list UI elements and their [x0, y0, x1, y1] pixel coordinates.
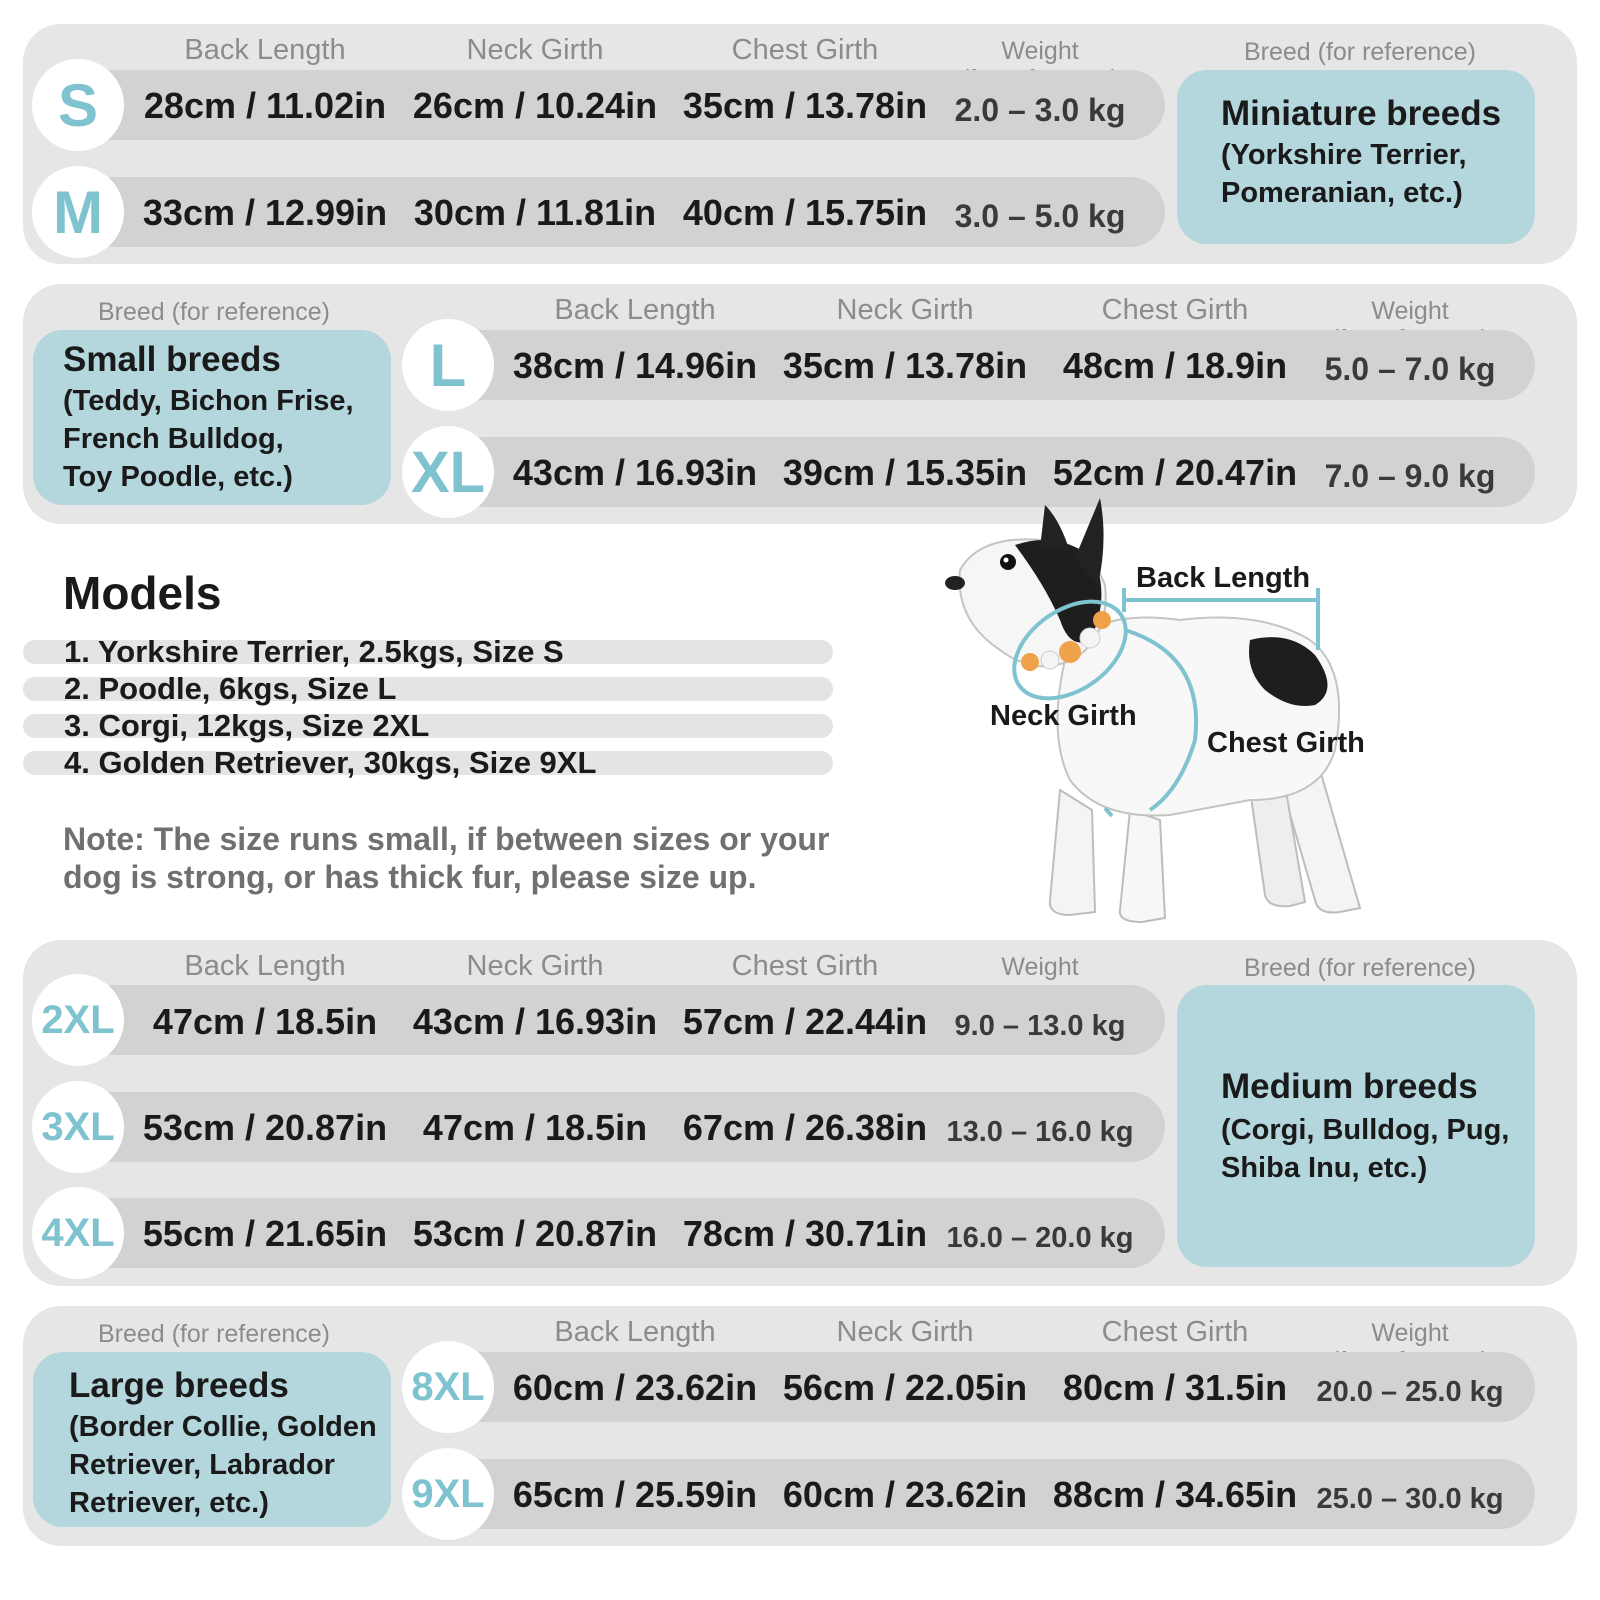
chest-girth-s: 35cm / 13.78in — [682, 85, 928, 126]
breed-detail: French Bulldog, — [63, 423, 284, 455]
breed-detail: (Yorkshire Terrier, — [1221, 139, 1467, 171]
model-item: 4. Golden Retriever, 30kgs, Size 9XL — [64, 745, 597, 780]
back-length-4xl: 55cm / 21.65in — [142, 1213, 388, 1254]
header-chest-girth: Chest Girth — [731, 950, 879, 982]
size-badge-3xl: 3XL — [32, 1081, 124, 1173]
models-title: Models — [63, 567, 222, 619]
header-breed: Breed (for reference) — [1243, 38, 1477, 66]
breed-detail: Retriever, etc.) — [69, 1487, 269, 1519]
breed-box-small — [33, 330, 391, 505]
size-note-line: Note: The size runs small, if between sizes or your — [63, 821, 830, 857]
neck-girth-s: 26cm / 10.24in — [412, 85, 658, 126]
breed-detail: (Border Collie, Golden — [69, 1411, 377, 1443]
header-weight: Weight — [1371, 297, 1449, 325]
chest-girth-l: 48cm / 18.9in — [1062, 345, 1288, 386]
breed-title: Large breeds — [69, 1366, 289, 1405]
chest-girth-9xl: 88cm / 34.65in — [1052, 1474, 1298, 1515]
header-breed: Breed (for reference) — [97, 1320, 331, 1348]
neck-girth-m: 30cm / 11.81in — [413, 192, 657, 233]
breed-detail: Toy Poodle, etc.) — [63, 461, 293, 493]
diagram-label-neck-girth: Neck Girth — [990, 700, 1137, 732]
chest-girth-3xl: 67cm / 26.38in — [682, 1107, 928, 1148]
weight-4xl: 16.0 – 20.0 kg — [946, 1222, 1134, 1254]
model-item: 3. Corgi, 12kgs, Size 2XL — [64, 708, 430, 743]
header-back-length: Back Length — [184, 34, 346, 66]
back-length-l: 38cm / 14.96in — [512, 345, 758, 386]
diagram-label-chest-girth: Chest Girth — [1207, 727, 1365, 759]
header-weight: Weight — [1001, 37, 1079, 65]
header-back-length: Back Length — [184, 950, 346, 982]
header-breed: Breed (for reference) — [1243, 954, 1477, 982]
chest-girth-2xl: 57cm / 22.44in — [682, 1001, 928, 1042]
back-length-9xl: 65cm / 25.59in — [512, 1474, 758, 1515]
breed-box-medium — [1177, 985, 1535, 1267]
header-neck-girth: Neck Girth — [466, 34, 604, 66]
breed-detail: Pomeranian, etc.) — [1221, 177, 1463, 209]
breed-box-miniature — [1177, 70, 1535, 244]
chest-girth-m: 40cm / 15.75in — [682, 192, 928, 233]
size-badge-8xl: 8XL — [402, 1341, 494, 1433]
chest-girth-4xl: 78cm / 30.71in — [682, 1213, 928, 1254]
size-note-line: dog is strong, or has thick fur, please size up. — [63, 859, 757, 895]
header-neck-girth: Neck Girth — [836, 294, 974, 326]
neck-girth-3xl: 47cm / 18.5in — [422, 1107, 648, 1148]
back-length-3xl: 53cm / 20.87in — [142, 1107, 388, 1148]
back-length-m: 33cm / 12.99in — [142, 192, 388, 233]
weight-s: 2.0 – 3.0 kg — [954, 92, 1126, 128]
breed-title: Small breeds — [63, 340, 281, 379]
header-neck-girth: Neck Girth — [836, 1316, 974, 1348]
model-item: 2. Poodle, 6kgs, Size L — [64, 671, 397, 706]
back-length-8xl: 60cm / 23.62in — [512, 1367, 758, 1408]
chest-girth-8xl: 80cm / 31.5in — [1062, 1367, 1288, 1408]
chest-girth-xl: 52cm / 20.47in — [1052, 452, 1298, 493]
breed-box-large — [33, 1352, 391, 1527]
neck-girth-2xl: 43cm / 16.93in — [412, 1001, 658, 1042]
size-badge-9xl: 9XL — [402, 1448, 494, 1540]
breed-detail: (Teddy, Bichon Frise, — [63, 385, 354, 417]
header-back-length: Back Length — [554, 294, 716, 326]
breed-title: Medium breeds — [1221, 1067, 1478, 1106]
weight-xl: 7.0 – 9.0 kg — [1324, 458, 1496, 494]
back-length-2xl: 47cm / 18.5in — [152, 1001, 378, 1042]
size-badge-m: M — [32, 166, 124, 258]
back-length-s: 28cm / 11.02in — [143, 85, 387, 126]
size-badge-s: S — [32, 59, 124, 151]
weight-2xl: 9.0 – 13.0 kg — [954, 1010, 1126, 1042]
header-chest-girth: Chest Girth — [1101, 294, 1249, 326]
back-length-xl: 43cm / 16.93in — [512, 452, 758, 493]
size-badge-4xl: 4XL — [32, 1187, 124, 1279]
weight-3xl: 13.0 – 16.0 kg — [946, 1116, 1134, 1148]
header-weight: Weight — [1001, 953, 1079, 981]
header-weight: Weight — [1371, 1319, 1449, 1347]
weight-m: 3.0 – 5.0 kg — [954, 198, 1126, 234]
size-note — [63, 820, 829, 896]
breed-title: Miniature breeds — [1221, 94, 1502, 133]
model-item: 1. Yorkshire Terrier, 2.5kgs, Size S — [64, 634, 564, 669]
weight-8xl: 20.0 – 25.0 kg — [1316, 1376, 1504, 1408]
header-chest-girth: Chest Girth — [731, 34, 879, 66]
neck-girth-4xl: 53cm / 20.87in — [412, 1213, 658, 1254]
weight-l: 5.0 – 7.0 kg — [1324, 351, 1496, 387]
size-badge-l: L — [402, 319, 494, 411]
header-breed: Breed (for reference) — [97, 298, 331, 326]
neck-girth-8xl: 56cm / 22.05in — [782, 1367, 1028, 1408]
size-badge-xl: XL — [402, 426, 494, 518]
diagram-label-back-length: Back Length — [1136, 562, 1311, 594]
neck-girth-l: 35cm / 13.78in — [782, 345, 1028, 386]
breed-detail: (Corgi, Bulldog, Pug, — [1221, 1114, 1510, 1146]
size-badge-2xl: 2XL — [32, 974, 124, 1066]
header-neck-girth: Neck Girth — [466, 950, 604, 982]
breed-detail: Shiba Inu, etc.) — [1221, 1152, 1428, 1184]
breed-detail: Retriever, Labrador — [69, 1449, 335, 1481]
header-chest-girth: Chest Girth — [1101, 1316, 1249, 1348]
neck-girth-xl: 39cm / 15.35in — [782, 452, 1028, 493]
header-back-length: Back Length — [554, 1316, 716, 1348]
weight-9xl: 25.0 – 30.0 kg — [1316, 1483, 1504, 1515]
neck-girth-9xl: 60cm / 23.62in — [782, 1474, 1028, 1515]
